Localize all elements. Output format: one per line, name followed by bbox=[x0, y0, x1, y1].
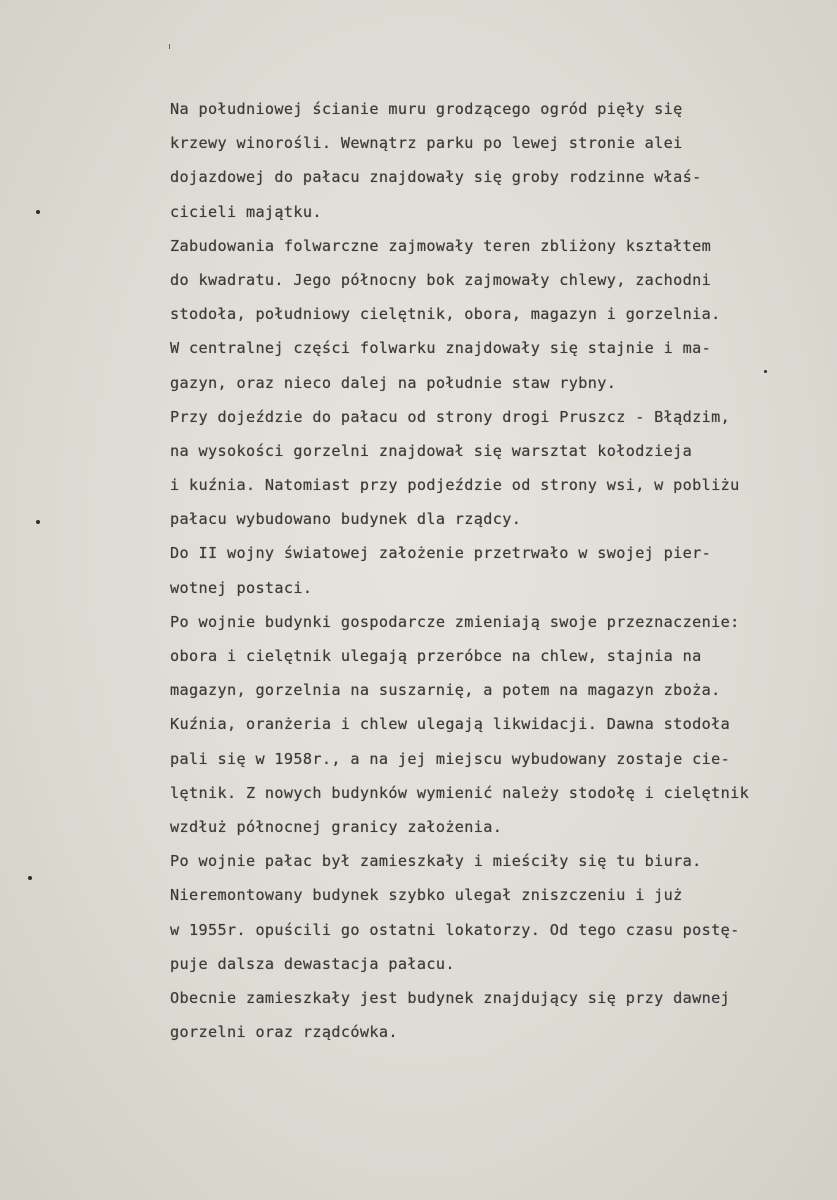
text-line: wotnej postaci. bbox=[170, 578, 313, 597]
text-line: gorzelni oraz rządcówka. bbox=[170, 1023, 398, 1042]
punch-mark-3 bbox=[28, 876, 32, 880]
text-line: Zabudowania folwarczne zajmowały teren zbliżony kształtem bbox=[170, 236, 712, 255]
text-line: magazyn, gorzelnia na suszarnię, a potem na magazyn zboża. bbox=[170, 681, 721, 700]
stray-tick bbox=[169, 44, 170, 49]
punch-mark-2 bbox=[36, 520, 40, 524]
document-body bbox=[170, 92, 810, 1049]
text-line: na wysokości gorzelni znajdował się warsztat kołodzieja bbox=[170, 441, 693, 460]
punch-mark-1 bbox=[36, 210, 40, 214]
text-line: Nieremontowany budynek szybko ulegał zniszczeniu i już bbox=[170, 886, 683, 905]
text-line: puje dalsza dewastacja pałacu. bbox=[170, 954, 455, 973]
text-line: lętnik. Z nowych budynków wymienić należy stodołę i cielętnik bbox=[170, 783, 750, 802]
text-line: do kwadratu. Jego północny bok zajmowały chlewy, zachodni bbox=[170, 270, 712, 289]
text-line: Kuźnia, oranżeria i chlew ulegają likwidacji. Dawna stodoła bbox=[170, 715, 731, 734]
text-line: wzdłuż północnej granicy założenia. bbox=[170, 817, 503, 836]
text-line: Obecnie zamieszkały jest budynek znajdujący się przy dawnej bbox=[170, 988, 731, 1007]
text-line: Na południowej ścianie muru grodzącego ogród pięły się bbox=[170, 100, 683, 118]
text-line: krzewy winorośli. Wewnątrz parku po lewej stronie alei bbox=[170, 134, 683, 153]
text-line: pałacu wybudowano budynek dla rządcy. bbox=[170, 510, 522, 529]
text-line: w 1955r. opuścili go ostatni lokatorzy. Od tego czasu postę- bbox=[170, 920, 740, 939]
text-line: stodoła, południowy cielętnik, obora, magazyn i gorzelnia. bbox=[170, 305, 721, 324]
text-line: Po wojnie budynki gospodarcze zmieniają swoje przeznaczenie: bbox=[170, 612, 740, 631]
text-line: pali się w 1958r., a na jej miejscu wybudowany zostaje cie- bbox=[170, 749, 731, 768]
text-line: dojazdowej do pałacu znajdowały się groby rodzinne właś- bbox=[170, 168, 702, 187]
text-line: cicieli majątku. bbox=[170, 202, 322, 221]
text-line: i kuźnia. Natomiast przy podjeździe od strony wsi, w pobliżu bbox=[170, 476, 740, 495]
text-line: Do II wojny światowej założenie przetrwało w swojej pier- bbox=[170, 544, 712, 563]
text-line: Po wojnie pałac był zamieszkały i mieściły się tu biura. bbox=[170, 852, 702, 871]
text-line: gazyn, oraz nieco dalej na południe staw rybny. bbox=[170, 373, 617, 392]
text-line: Przy dojeździe do pałacu od strony drogi Pruszcz - Błądzim, bbox=[170, 407, 731, 426]
text-line: obora i cielętnik ulegają przeróbce na chlew, stajnia na bbox=[170, 647, 702, 665]
text-line: W centralnej części folwarku znajdowały się stajnie i ma- bbox=[170, 339, 712, 358]
